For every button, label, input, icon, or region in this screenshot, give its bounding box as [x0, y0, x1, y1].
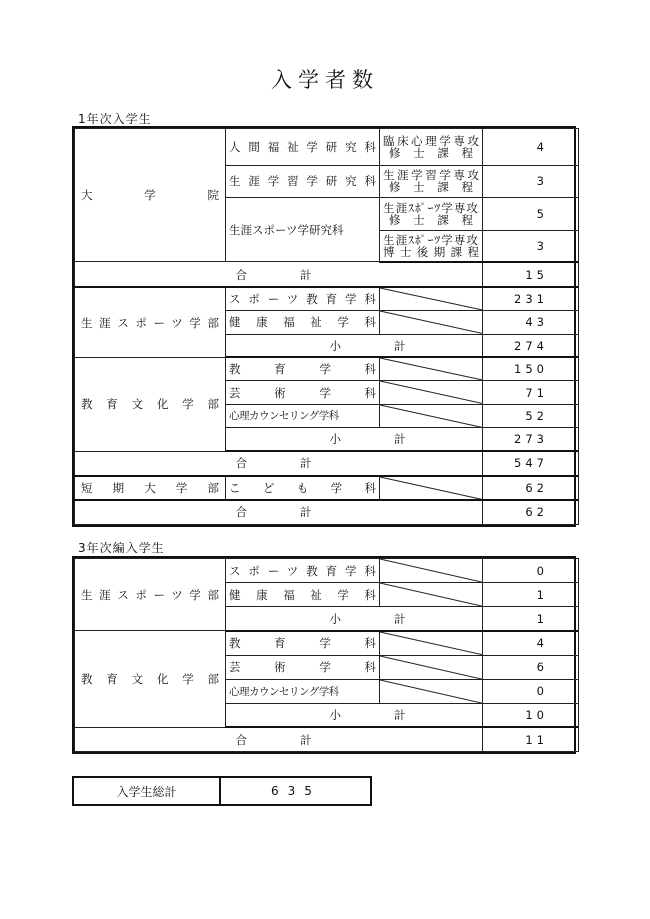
count-value: 4: [483, 631, 579, 655]
dept-name: こども学科: [226, 476, 380, 500]
school-junior-college: 短期大学部: [75, 476, 226, 500]
school-faculty-sports: 生涯スポーツ学部: [75, 287, 226, 357]
empty-slash-cell: [380, 357, 483, 380]
count-value: 0: [483, 559, 579, 583]
table-first-year: [72, 126, 576, 527]
count-value: 1: [483, 583, 579, 607]
total-value: 15: [483, 262, 579, 287]
page-title: 入学者数: [271, 68, 379, 92]
school-faculty-sports: 生涯スポーツ学部: [75, 559, 226, 631]
subtotal-label: 小 計: [226, 428, 483, 451]
total-value: 62: [483, 500, 579, 525]
school-faculty-education: 教育文化学部: [75, 357, 226, 451]
course-name: 生涯ｽﾎﾟｰﾂ学専攻 博士後期課程: [380, 230, 483, 262]
empty-slash-cell: [380, 287, 483, 310]
total-label: 合 計: [75, 451, 483, 475]
count-value: 4: [483, 129, 579, 166]
count-value: 3: [483, 165, 579, 198]
total-label: 合 計: [75, 262, 483, 287]
grand-total-box: [72, 776, 372, 806]
school-faculty-education: 教育文化学部: [75, 631, 226, 728]
subtotal-value: 273: [483, 428, 579, 451]
count-value: 62: [483, 476, 579, 500]
school-graduate: 大学院: [75, 129, 226, 262]
empty-slash-cell: [380, 381, 483, 404]
count-value: 52: [483, 404, 579, 427]
course-name: 臨床心理学専攻 修士課程: [380, 129, 483, 166]
dept-name: 生涯スポーツ学研究科: [226, 198, 380, 262]
count-value: 0: [483, 679, 579, 703]
empty-slash-cell: [380, 583, 483, 607]
dept-name: 教育学科: [226, 631, 380, 655]
empty-slash-cell: [380, 476, 483, 500]
subtotal-label: 小 計: [226, 703, 483, 727]
table-third-year: [72, 556, 576, 754]
grand-total-value: 635: [271, 784, 321, 798]
empty-slash-cell: [380, 679, 483, 703]
subtotal-value: 10: [483, 703, 579, 727]
total-label: 合 計: [75, 727, 483, 751]
dept-name: 心理カウンセリング学科: [226, 679, 380, 703]
empty-slash-cell: [380, 631, 483, 655]
count-value: 3: [483, 230, 579, 262]
subtotal-label: 小 計: [226, 334, 483, 357]
total-value: 11: [483, 727, 579, 751]
subtotal-value: 1: [483, 607, 579, 631]
course-name: 生涯ｽﾎﾟｰﾂ学専攻 修士課程: [380, 198, 483, 231]
dept-name: 人間福祉学研究科: [226, 129, 380, 166]
dept-name: 教育学科: [226, 357, 380, 380]
empty-slash-cell: [380, 559, 483, 583]
count-value: 71: [483, 381, 579, 404]
count-value: 6: [483, 655, 579, 679]
dept-name: 生涯学習学研究科: [226, 165, 380, 198]
dept-name: 健康福祉学科: [226, 583, 380, 607]
subtotal-value: 274: [483, 334, 579, 357]
dept-name: スポーツ教育学科: [226, 559, 380, 583]
section-label-third-year: 3年次編入学生: [78, 541, 165, 555]
total-value: 547: [483, 451, 579, 475]
dept-name: 心理カウンセリング学科: [226, 404, 380, 427]
grand-total-label: 入学生総計: [74, 778, 221, 804]
empty-slash-cell: [380, 311, 483, 334]
dept-name: スポーツ教育学科: [226, 287, 380, 310]
dept-name: 芸術学科: [226, 381, 380, 404]
empty-slash-cell: [380, 655, 483, 679]
dept-name: 芸術学科: [226, 655, 380, 679]
empty-slash-cell: [380, 404, 483, 427]
section-label-first-year: 1年次入学生: [78, 112, 152, 126]
count-value: 150: [483, 357, 579, 380]
count-value: 43: [483, 311, 579, 334]
dept-name: 健康福祉学科: [226, 311, 380, 334]
course-name: 生涯学習学専攻 修士課程: [380, 165, 483, 198]
total-label: 合 計: [75, 500, 483, 525]
count-value: 5: [483, 198, 579, 231]
count-value: 231: [483, 287, 579, 310]
subtotal-label: 小 計: [226, 607, 483, 631]
